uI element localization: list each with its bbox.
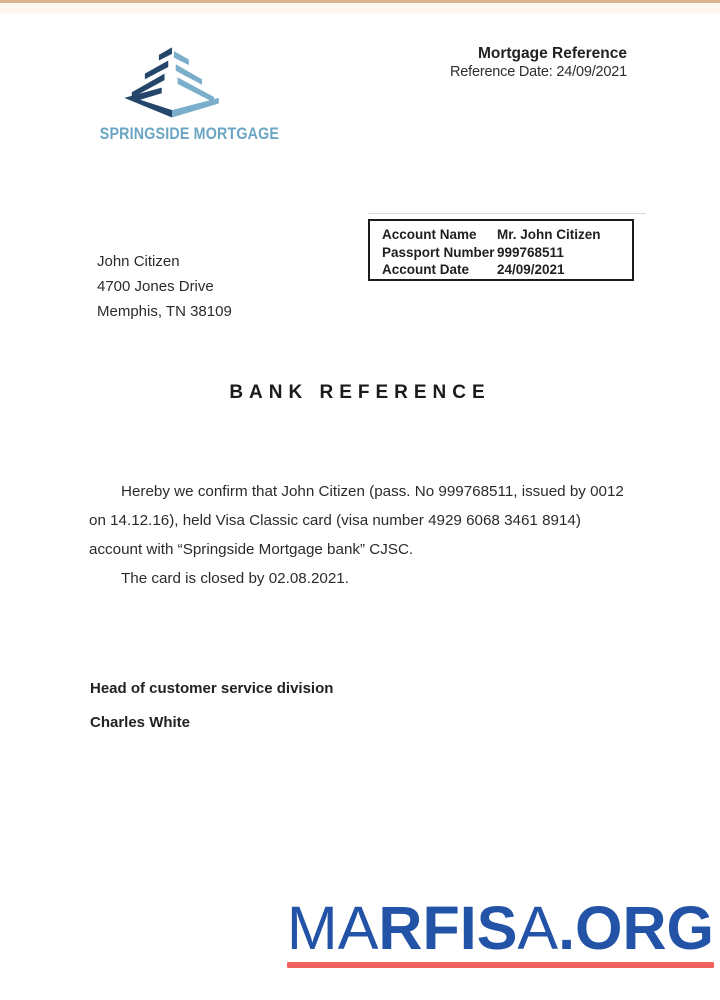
letter-body: [89, 477, 638, 593]
account-info-box: [368, 219, 634, 281]
account-name-label: Account Name: [382, 227, 477, 242]
reference-date-value: 24/09/2021: [556, 64, 627, 80]
recipient-street: 4700 Jones Drive: [97, 278, 214, 295]
watermark: [286, 894, 714, 968]
document-type: Mortgage Reference: [477, 45, 627, 62]
pyramid-logo-icon: [86, 44, 258, 120]
reference-date: [450, 63, 627, 82]
recipient-address: [97, 249, 232, 324]
account-date-row: [382, 261, 632, 279]
reference-date-label: Reference Date:: [449, 64, 553, 80]
card-closed-paragraph: The card is closed by 02.08.2021.: [121, 570, 349, 587]
reference-header: [450, 44, 627, 82]
marfisa-logo-text: MARFISA.ORG: [286, 894, 714, 962]
company-logo: [86, 44, 280, 144]
watermark-underline: [287, 962, 714, 968]
account-date-label: Account Date: [382, 262, 470, 277]
confirmation-paragraph: Hereby we confirm that John Citizen (pass. No 999768511, issued by 0012 on 14.12.16), held Visa Classic card (visa number 4929 6068 3461 8914) account with “Springside Mortgage bank” CJSC.: [89, 483, 624, 558]
document-title: BANK REFERENCE: [229, 382, 491, 403]
account-date-value: 24/09/2021: [497, 262, 565, 277]
passport-number-label: Passport Number: [382, 244, 495, 260]
recipient-city: Memphis, TN 38109: [97, 303, 232, 320]
recipient-name: John Citizen: [97, 253, 180, 270]
company-name: SPRINGSIDE MORTGAGE: [99, 124, 280, 143]
account-name-row: [382, 226, 632, 244]
signer-name: Charles White: [90, 714, 191, 731]
signer-position: Head of customer service division: [90, 680, 334, 697]
passport-number-value: 999768511: [497, 244, 564, 260]
signature-block: [90, 680, 333, 731]
passport-number-row: [382, 244, 632, 262]
scan-top-shade: [0, 3, 720, 14]
account-name-value: Mr. John Citizen: [497, 227, 601, 242]
